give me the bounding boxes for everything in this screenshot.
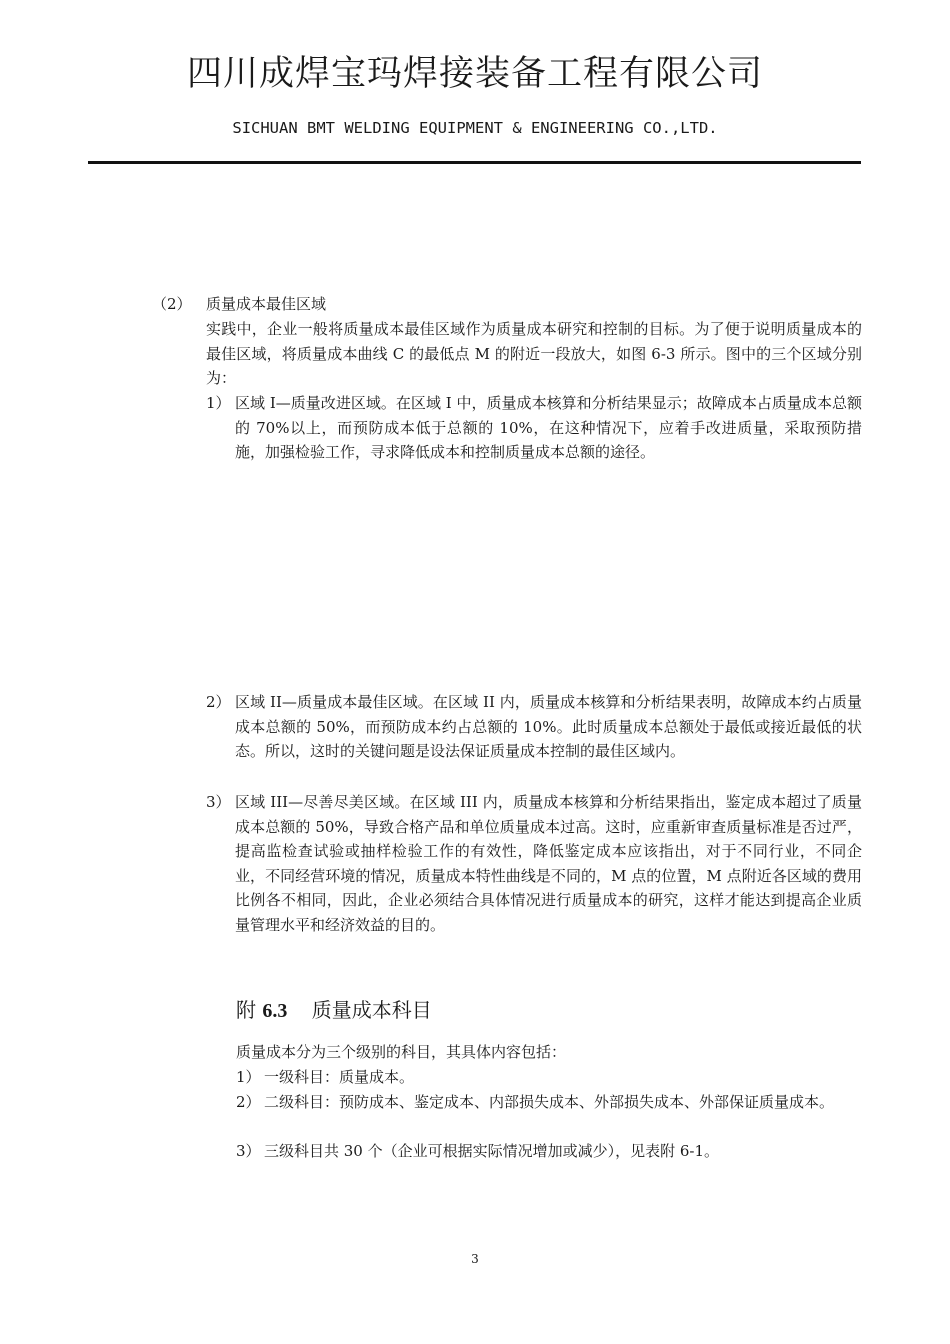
company-name-cn: 四川成焊宝玛焊接装备工程有限公司 xyxy=(186,54,763,94)
subsection-heading xyxy=(236,996,432,1025)
subsection-intro: 质量成本分为三个级别的科目，其具体内容包括： xyxy=(236,1043,567,1061)
section-number: （2） xyxy=(152,295,192,313)
subsection-title: 质量成本科目 xyxy=(311,998,432,1022)
zone-item-text: 区域 II—质量成本最佳区域。在区域 II 内，质量成本核算和分析结果表明，故障成本约占质量成本总额的 50%，而预防成本约占总额的 10%。此时质量成本总额处于最低或接近最低的状态。所以，这时的关键问题是设法保证质量成本控制的最佳区域内。 xyxy=(235,693,862,760)
zone-item-text: 区域 I—质量改进区域。在区域 I 中，质量成本核算和分析结果显示；故障成本占质量成本总额的 70%以上，而预防成本低于总额的 10%，在这种情况下，应着手改进质量，采取预防措施，加强检验工作，寻求降低成本和控制质量成本总额的途径。 xyxy=(235,394,862,461)
list-item-number: 2） xyxy=(236,1093,261,1111)
page-number: 3 xyxy=(471,1252,479,1266)
zone-item-number: 1） xyxy=(206,394,231,412)
list-item-number: 3） xyxy=(236,1142,261,1160)
zone-item-number: 3） xyxy=(206,793,231,811)
list-item-text: 三级科目共 30 个（企业可根据实际情况增加或减少），见表附 6-1。 xyxy=(264,1142,720,1160)
list-item-number: 1） xyxy=(236,1068,261,1086)
zone-item-text: 区域 III—尽善尽美区域。在区域 III 内，质量成本核算和分析结果指出，鉴定成本超过了质量成本总额的 50%，导致合格产品和单位质量成本过高。这时，应重新审查质量标准是否过严，提高监检查试验或抽样检验工作的有效性，降低鉴定成本应该指出，对于不同行业，不同企业，不同经营环境的情况，质量成本特性曲线是不同的，M 点的位置，M 点附近各区域的费用比例各不相同，因此，企业必须结合具体情况进行质量成本的研究，这样才能达到提高企业质量管理水平和经济效益的目的。 xyxy=(235,793,862,934)
zone-item-number: 2） xyxy=(206,693,231,711)
subsection-prefix: 附 xyxy=(236,998,256,1022)
list-item-text: 二级科目：预防成本、鉴定成本、内部损失成本、外部损失成本、外部保证质量成本。 xyxy=(264,1093,835,1111)
section-intro-paragraph: 实践中，企业一般将质量成本最佳区域作为质量成本研究和控制的目标。为了便于说明质量成本的最佳区域，将质量成本曲线 C 的最低点 M 的附近一段放大，如图 6-3 所示。图中的三个区域分别为： xyxy=(206,320,862,387)
company-name-en: SICHUAN BMT WELDING EQUIPMENT & ENGINEERING CO.,LTD. xyxy=(232,119,718,137)
header-rule xyxy=(88,161,861,164)
section-title: 质量成本最佳区域 xyxy=(206,295,327,313)
list-item-text: 一级科目：质量成本。 xyxy=(264,1068,415,1086)
subsection-number: 6.3 xyxy=(262,1000,288,1022)
